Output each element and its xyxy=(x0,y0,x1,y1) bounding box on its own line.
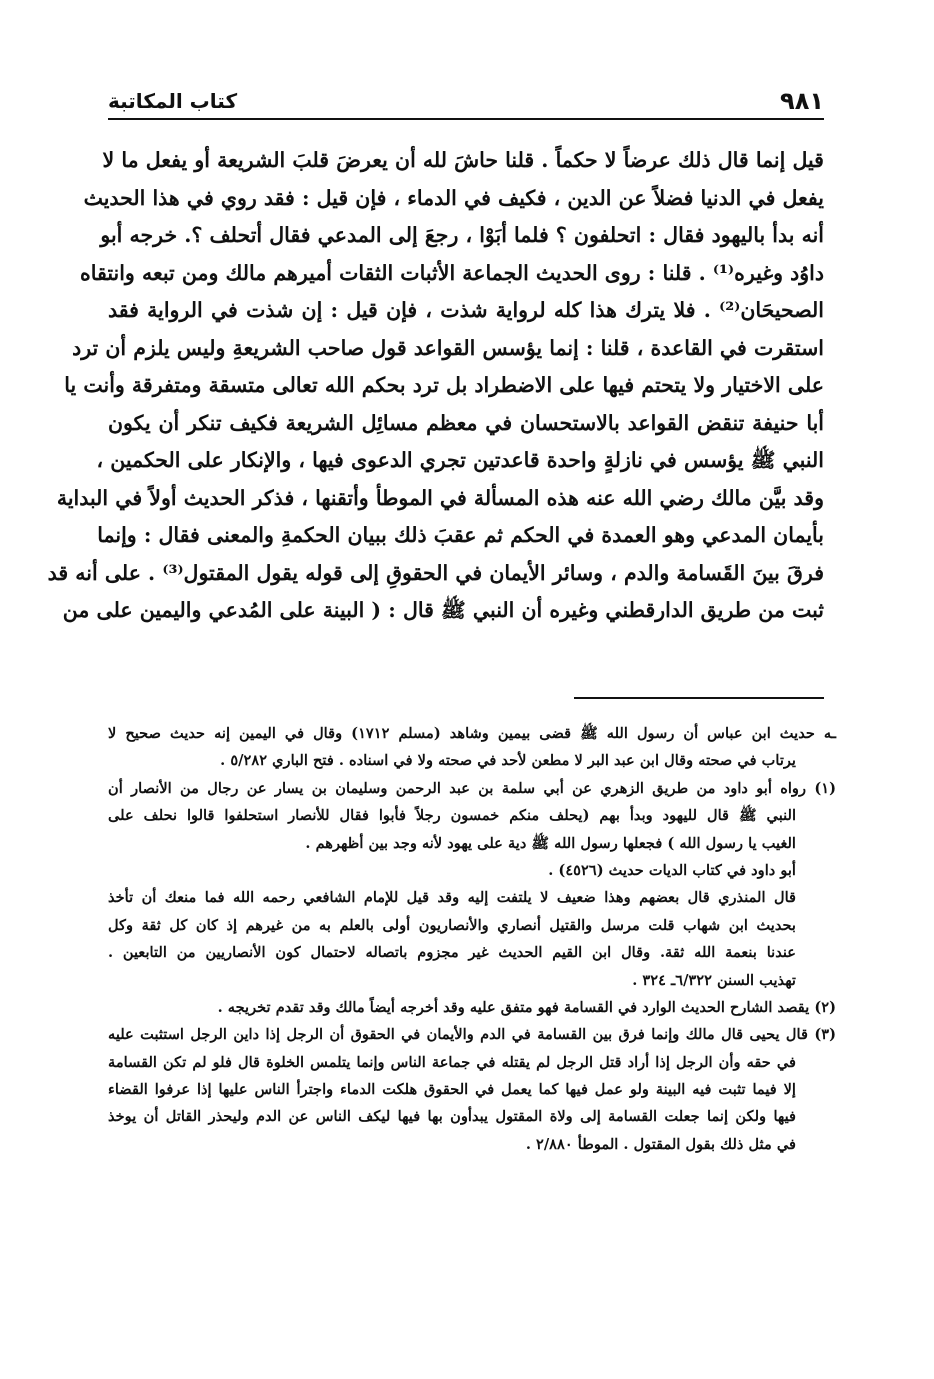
text-line: يفعل في الدنيا فضلاً عن الدين ، فكيف في الدماء ، فإن قيل : فقد روي في هذا الحديث xyxy=(83,185,824,210)
footnote-line: النبي ﷺ قال لليهود وبدأ بهم (يحلف منكم خمسون رجلاً فأبوا فقال للأنصار استحلفوا قالوا نحلف على xyxy=(108,807,796,825)
footnote-line: (٢) يقصد الشارح الحديث الوارد في القسامة فهو متفق عليه وقد أخرجه أيضاً مالك وقد تقدم تخريجه . xyxy=(217,998,836,1016)
main-text xyxy=(47,142,824,630)
footnote-line: قال المنذري قال بعضهم وهذا ضعيف لا يلتفت إليه وقد قيل للإمام الشافعي رحمه الله فما منعك أن تأخذ xyxy=(108,889,796,907)
footnotes xyxy=(108,720,836,1158)
text-line: على الاختيار ولا يتحتم فيها على الاضطراد بل ترد بحكم الله تعالى متسقة ومتفرقة وأنت يا xyxy=(64,373,824,397)
text-line: الصحيحَان⁽²⁾ . فلا يترك هذا كله لرواية شذت ، فإن قيل : إن شذت في الرواية فقد xyxy=(108,298,824,322)
text-line: استقرت في القاعدة ، قلنا : إنما يؤسس القواعد قول صاحب الشريعةِ وليس يلزم أن ترد xyxy=(72,335,824,360)
text-line: وقد بيَّن مالك رضي الله عنه هذه المسألة في الموطأ وأتقنها ، فذكر الحديث أولاً في البداية xyxy=(56,485,824,510)
text-line: داوُد وغيره⁽¹⁾ . قلنا : روى الحديث الجماعة الأثبات الثقات أميرهم مالك ومن تبعه وانتقاه xyxy=(79,260,824,285)
footnote-line: يرتاب في صحته وقال ابن عبد البر لا مطعن لأحد في صحته ولا في اسناده . فتح الباري ٥/٢٨٢ . xyxy=(220,752,796,770)
text-line: فرقَ بينَ القَسامة والدم ، وسائر الأيمان في الحقوقِ إلى قوله يقول المقتول⁽³⁾ . على أنه قد xyxy=(47,560,824,585)
footnote-line: (٣) قال يحيى قال مالك وإنما فرق بين القسامة في الدم والأيمان في الحقوق أن الرجل إذا داين الرجل استثبت عليه xyxy=(108,1026,836,1044)
footnote-2 xyxy=(108,994,836,1021)
text-line: النبي ﷺ يؤسس في نازلةٍ واحدة قاعدتين تجري الدعوى فيها ، والإنكار على الحكمين ، xyxy=(96,448,824,472)
footnote-line: بحديث ابن شهاب قلت مرسل والقتيل أنصاري والأنصاريون أولى بالعلم به من غيرهم إذ كان كل ثقة وكل xyxy=(108,916,796,934)
footnote-line: (١) رواه أبو داود من طريق الزهري عن أبي سلمة بن عبد الرحمن وسليمان بن يسار عن رجال من الأنصار أن xyxy=(108,779,836,797)
footnote-line: ـه حديث ابن عباس أن رسول الله ﷺ قضى بيمين وشاهد (مسلم ١٧١٢) وقال في اليمين إنه حديث صحيح لا xyxy=(108,725,837,742)
footnote-1 xyxy=(108,775,836,994)
footnote-star xyxy=(108,720,836,775)
text-line: أبا حنيفة تنقض القواعد بالاستحسان في معظم مسائِل الشريعة فكيف تنكر أن يكون xyxy=(108,410,824,435)
footnote-line: في مثل ذلك بقول المقتول . الموطأ ٢/٨٨٠ . xyxy=(525,1135,796,1153)
footnote-separator xyxy=(574,697,824,699)
footnote-line: عندنا بنعمة الله ثقة. وقال ابن القيم الحديث غير مجزوم باتصاله لاحتمال كون الأنصاريين من التابعين . xyxy=(108,944,796,962)
footnote-line: الغيب يا رسول الله ) فجعلها رسول الله ﷺ دية على يهود لأنه وجد بين أظهرهم . xyxy=(305,834,796,852)
page-header xyxy=(108,80,824,116)
header-rule xyxy=(108,118,824,120)
footnote-3 xyxy=(108,1021,836,1158)
text-line: قيل إنما قال ذلك عرضاً لا حكماً . قلنا حاشَ لله أن يعرضَ قلبَ الشريعة أو يفعل ما لا xyxy=(102,148,824,172)
footnote-line: في حقه وأن الرجل إذا أراد قتل الرجل لم يقتله في جماعة الناس وإنما يتلمس الخلوة قال فلو لم تكن القسامة xyxy=(108,1053,796,1071)
footnote-line: فيها ولكن إنما جعلت القسامة إلى ولاة المقتول يبدأون بها فيها ليكف الناس عن الدم وليحذر القاتل أن يوخذ xyxy=(108,1108,796,1126)
text-line: ثبت من طريق الدارقطني وغيره أن النبي ﷺ قال : ( البينة على المُدعي واليمين على من xyxy=(62,598,824,622)
footnote-line: إلا فيما تثبت فيه البينة ولو عمل فيها كما يعمل في الحقوق هلكت الدماء واجترأ الناس عليها إذا عرفوا القضاء xyxy=(108,1081,796,1099)
footnote-line: تهذيب السنن ٦/٣٢٢ـ ٣٢٤ . xyxy=(632,971,796,989)
text-line: بأيمان المدعي وهو العمدة في الحكم ثم عقبَ ذلك ببيان الحكمةِ والمعنى فقال : وإنما xyxy=(97,523,824,547)
footnote-line: أبو داود في كتاب الديات حديث (٤٥٢٦) . xyxy=(548,861,796,879)
text-line: أنه بدأ باليهود فقال : اتحلفون ؟ فلما أبَوْا ، رجعَ إلى المدعي فقال أتحلف ؟. خرجه أبو xyxy=(100,223,824,247)
running-title: كتاب المكاتبة xyxy=(108,89,238,113)
page-number: ٩٨١ xyxy=(780,87,824,115)
